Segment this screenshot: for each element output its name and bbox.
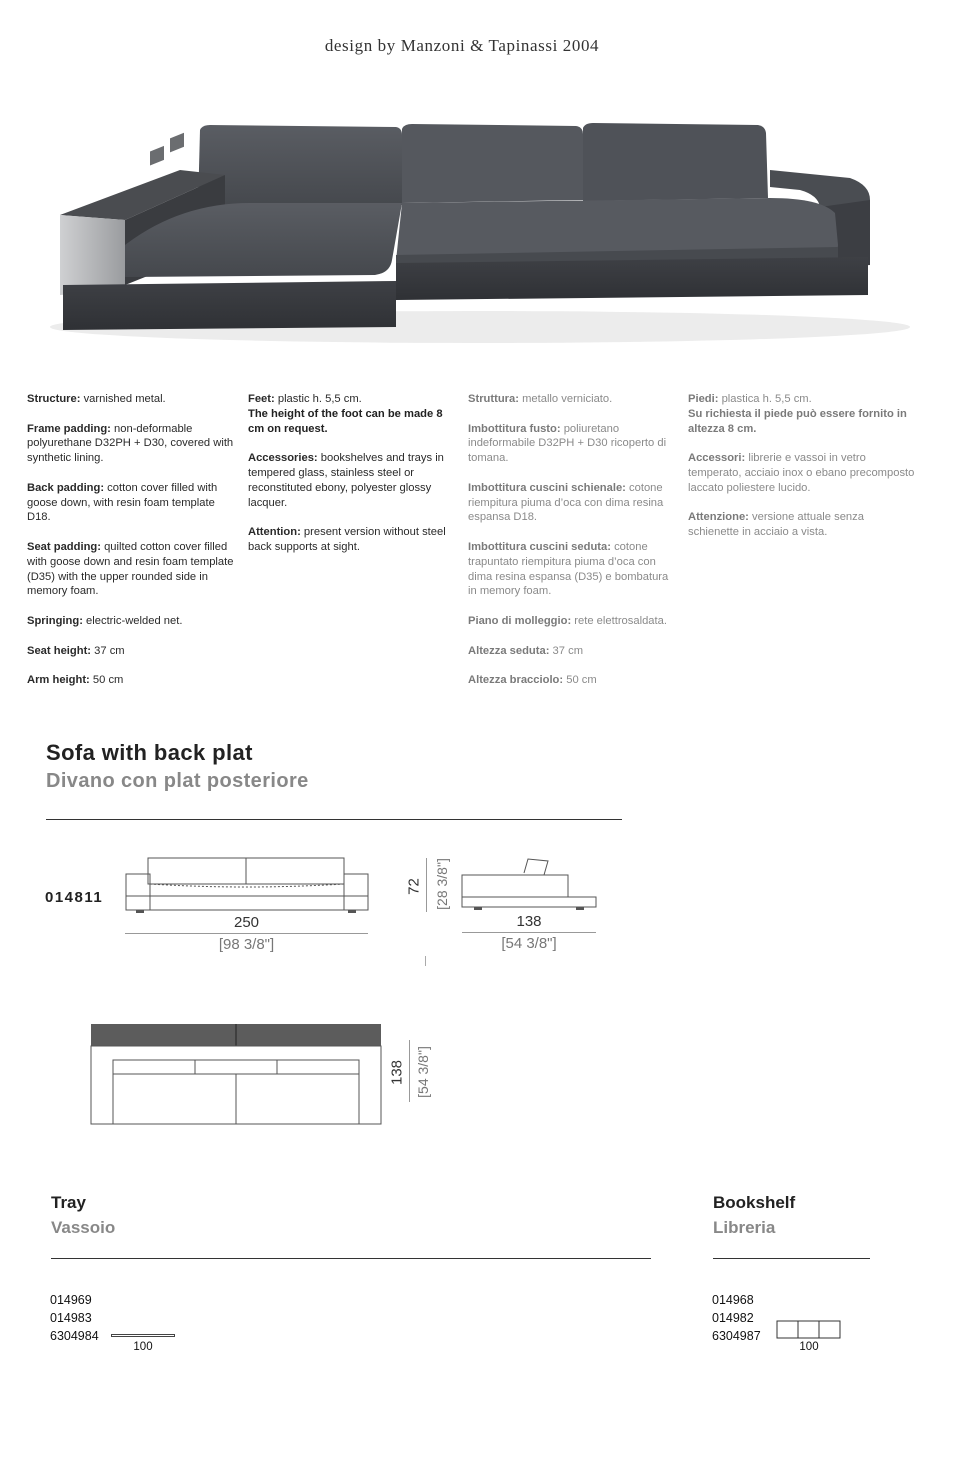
bookshelf-title: Bookshelf [713, 1193, 796, 1212]
section-divider [46, 819, 622, 820]
spec-altezza-bracciolo: Altezza bracciolo: 50 cm [468, 674, 597, 687]
metal-panel [60, 215, 125, 295]
bookshelf-code: 014982 [712, 1311, 754, 1325]
specs-it-col4 [688, 392, 918, 555]
tray-code: 014969 [50, 1293, 92, 1307]
spec-frame-padding: Frame padding: non-deformable polyurethane D32PH + D30, covered with synthetic lining. [27, 422, 234, 465]
main-base [396, 257, 868, 300]
tray-code: 014983 [50, 1311, 92, 1325]
spec-attention: Attention: present version without steel back supports at sight. [248, 526, 446, 553]
section-subtitle: Divano con plat posteriore [46, 770, 309, 792]
spec-structure: Structure: varnished metal. [27, 393, 166, 405]
sofa-front-view [120, 852, 375, 917]
plan-depth-cm: 138 [388, 1059, 406, 1086]
specs-en-col1 [27, 392, 237, 703]
plan-depth-in: [54 3/8"] [415, 1046, 431, 1098]
spec-accessori: Accessori: librerie e vassoi in vetro temperato, acciaio inox o ebano precomposto laccato poliestere lucido. [688, 452, 915, 494]
spec-accessories: Accessories: bookshelves and trays in tempered glass, stainless steel or reconstituted ebony, polyester glossy lacquer. [248, 452, 444, 509]
spec-altezza-seduta: Altezza seduta: 37 cm [468, 644, 584, 657]
tick-mark [425, 956, 426, 966]
spec-molleggio: Piano di molleggio: rete elettrosaldata. [468, 614, 667, 627]
tray-drawing [111, 1334, 175, 1337]
depth-cm: 138 [516, 913, 542, 930]
tray-codes [50, 1291, 99, 1345]
tray-code: 6304984 [50, 1329, 99, 1343]
back-cushion-right [583, 123, 768, 201]
chaise-base [63, 281, 396, 330]
bookshelf-codes [712, 1291, 761, 1345]
height-cm: 72 [405, 878, 423, 895]
spec-piedi: Piedi: plastica h. 5,5 cm. Su richiesta il piede può essere fornito in altezza 8 cm. [688, 393, 907, 435]
spec-imbottitura-schienale: Imbottitura cuscini schienale: cotone riempitura piuma d’oca con dima resina espansa D18. [468, 481, 664, 524]
spec-seat-padding: Seat padding: quilted cotton cover filled with goose down and resin foam template (D35) with the upper rounded side in memory foam. [27, 540, 234, 598]
specs-it-col3 [468, 392, 678, 703]
back-cushion-left [198, 125, 402, 207]
back-cushion-middle [402, 124, 583, 203]
spec-feet: Feet: plastic h. 5,5 cm. The height of the foot can be made 8 cm on request. [248, 393, 443, 435]
bookshelf-subtitle: Libreria [713, 1218, 776, 1237]
width-cm: 250 [233, 914, 260, 931]
bookshelf-divider [713, 1258, 870, 1259]
plan-depth-in-wrap [410, 1046, 442, 1098]
spec-attenzione: Attenzione: versione attuale senza schienette in acciaio a vista. [688, 511, 864, 539]
spec-struttura: Struttura: metallo verniciato. [468, 393, 613, 405]
height-in: [28 3/8"] [434, 858, 450, 910]
bookshelf-code: 6304987 [712, 1329, 761, 1343]
bookshelf-code: 014968 [712, 1293, 754, 1307]
spec-imbottitura-fusto: Imbottitura fusto: poliuretano indeformabile D32PH + D30 ricoperto di tomana. [468, 422, 667, 465]
sofa-image [30, 95, 910, 360]
width-in: [98 3/8"] [218, 936, 275, 953]
section-title: Sofa with back plat [46, 740, 253, 765]
tray-title: Tray [51, 1193, 86, 1212]
designer-credit: design by Manzoni & Tapinassi 2004 [324, 36, 600, 55]
tray-subtitle: Vassoio [51, 1218, 116, 1237]
spec-imbottitura-seduta: Imbottitura cuscini seduta: cotone trapuntato riempitura piuma d’oca con dima resina espansa (D35) e bombatura in memory foam. [468, 540, 669, 598]
depth-in: [54 3/8"] [501, 935, 557, 952]
spec-springing: Springing: electric-welded net. [27, 614, 183, 627]
tray-size: 100 [133, 1341, 153, 1353]
specs-en-col2 [248, 392, 458, 570]
depth-dim-line [462, 932, 596, 933]
bookshelf-size: 100 [799, 1341, 819, 1353]
sofa-plan-view [88, 1022, 384, 1126]
spec-arm-height: Arm height: 50 cm [27, 674, 124, 687]
tray-divider [51, 1258, 651, 1259]
spec-seat-height: Seat height: 37 cm [27, 644, 125, 657]
spec-back-padding: Back padding: cotton cover filled with goose down, with resin foam template D18. [27, 481, 218, 524]
width-dim-line [125, 933, 368, 934]
bookshelf-drawing [776, 1320, 842, 1340]
height-in-wrap [420, 858, 460, 910]
product-code: 014811 [45, 889, 104, 906]
sofa-side-view [458, 855, 598, 915]
